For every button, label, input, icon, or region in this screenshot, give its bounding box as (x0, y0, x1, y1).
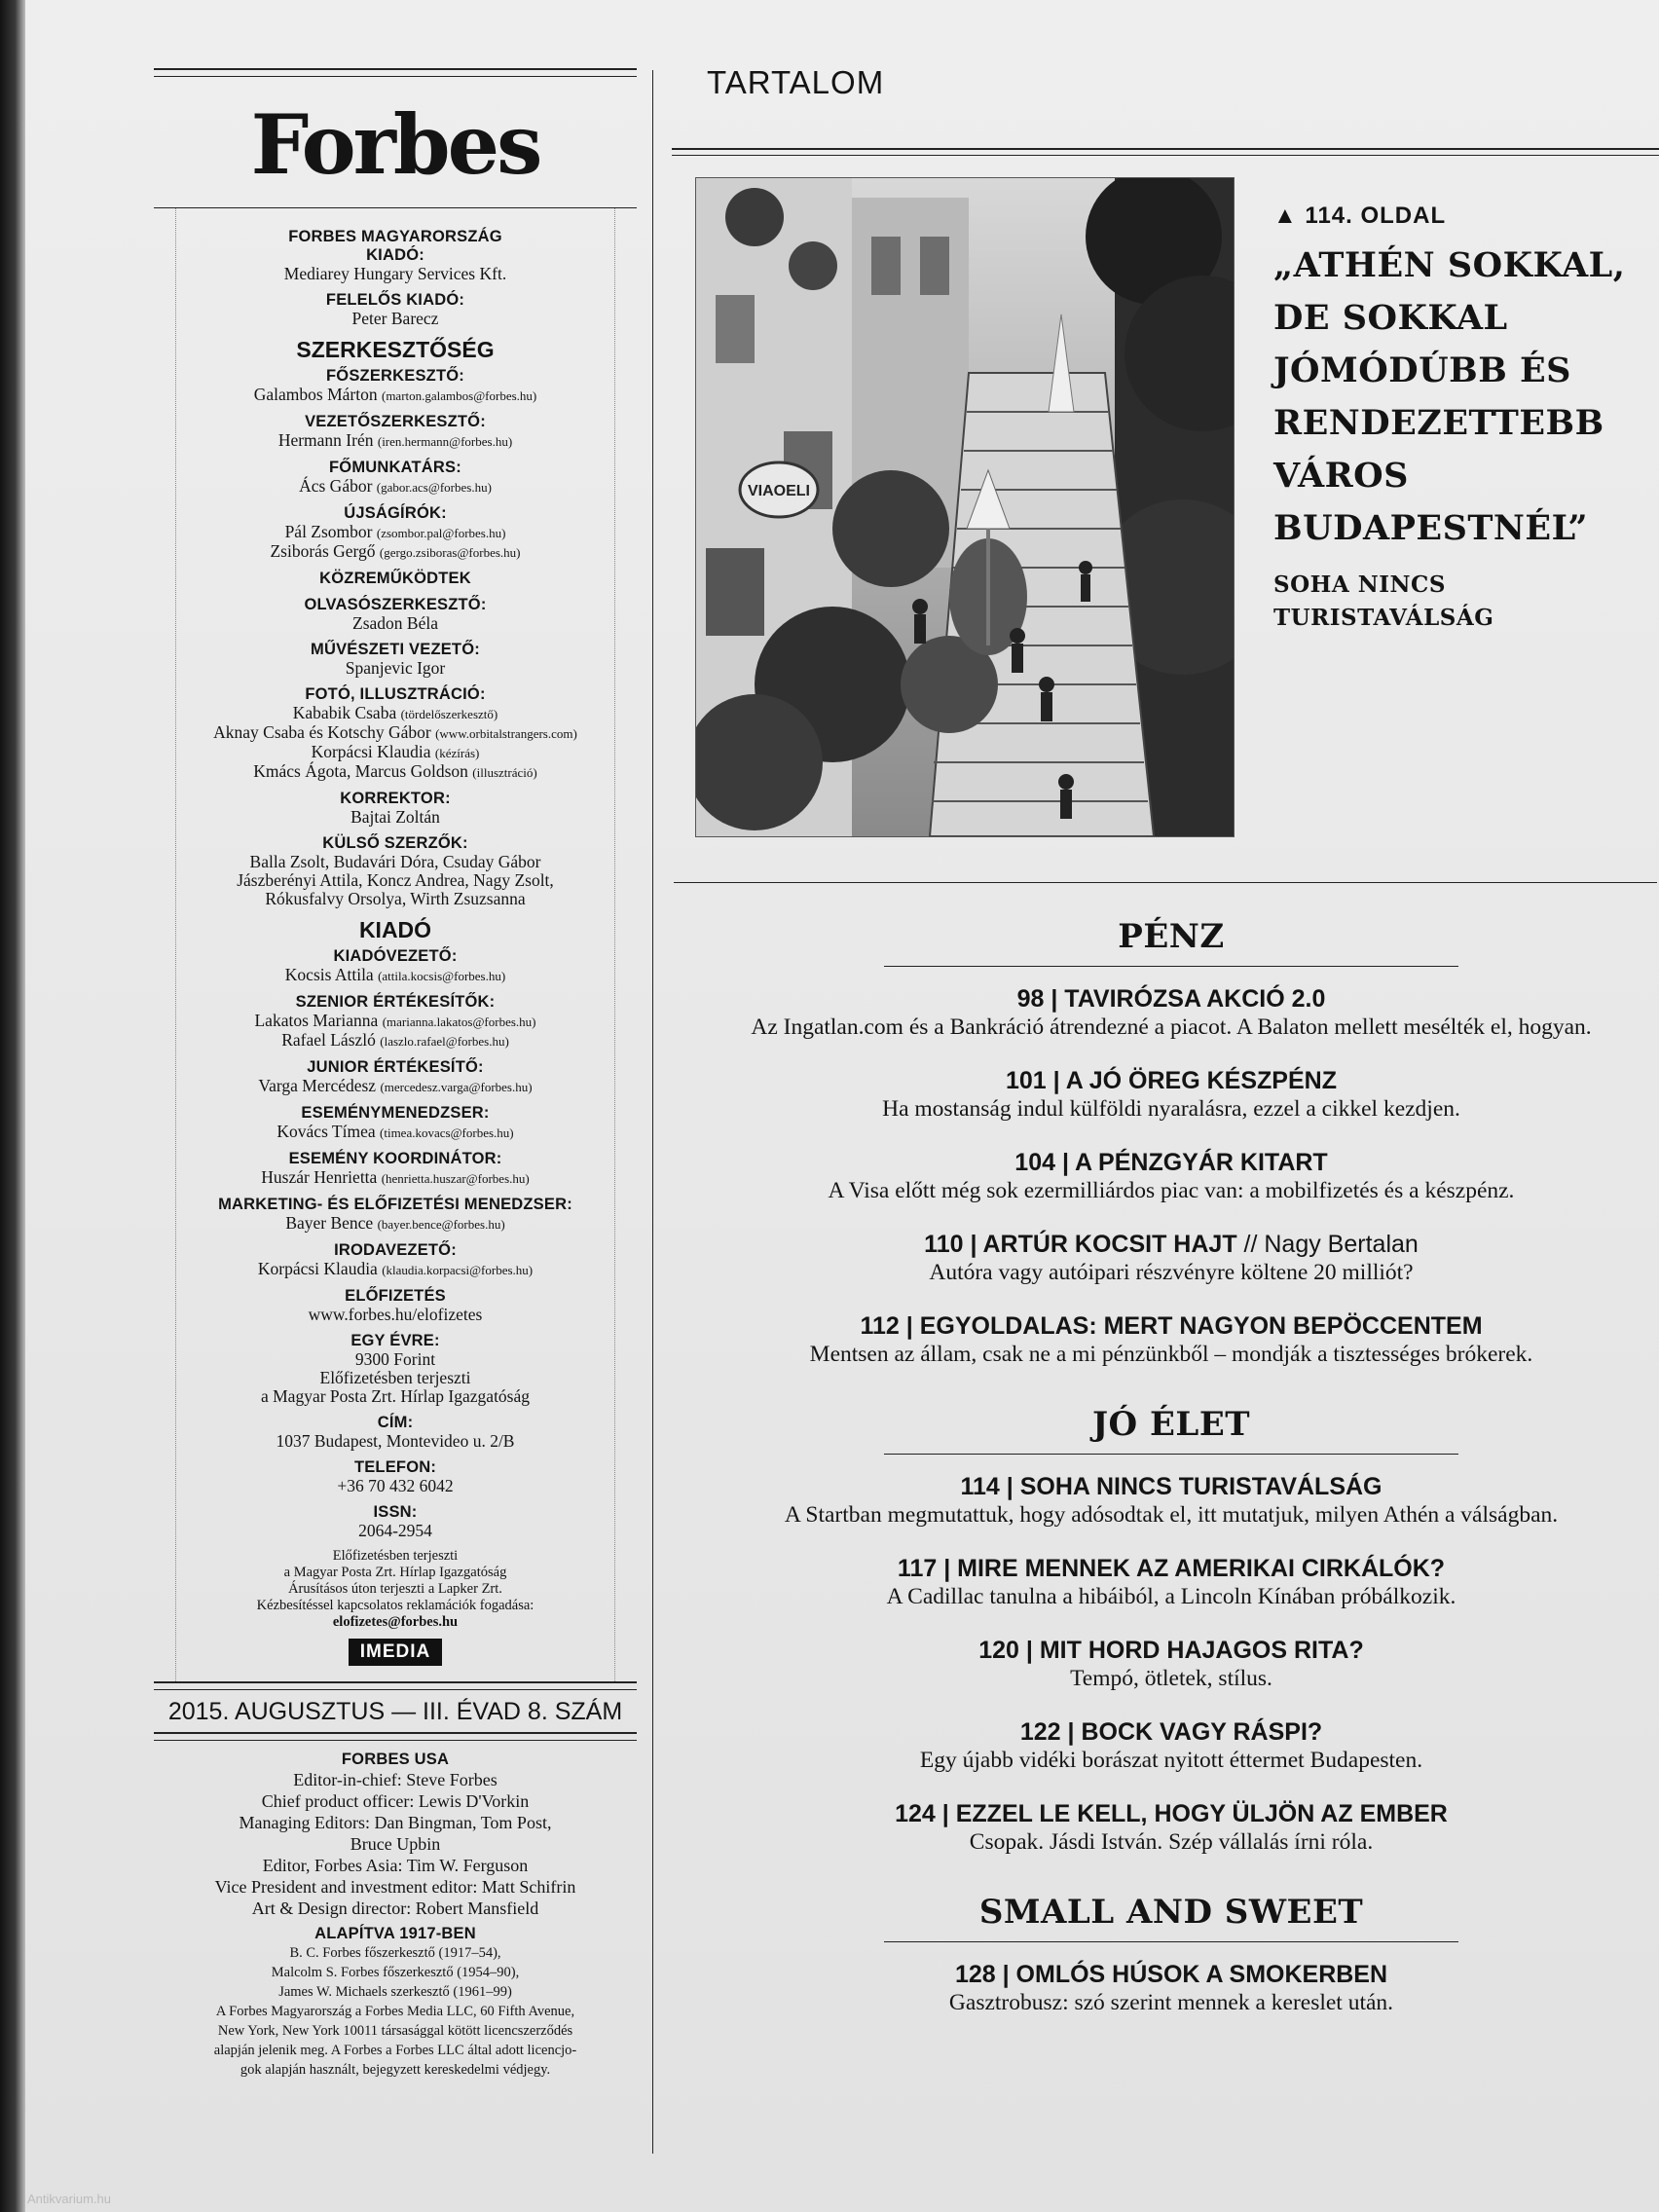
entry-separator: | (1044, 985, 1065, 1013)
distribution-notice (176, 1548, 614, 1631)
role-line (176, 1012, 614, 1031)
entry-title-line (687, 1799, 1655, 1828)
person-name: Galambos Márton (253, 385, 378, 404)
person-note: (kézírás) (434, 746, 480, 760)
person-name: Kababik Csaba (292, 703, 397, 722)
role-label: KORREKTOR: (340, 790, 451, 807)
toc-entry[interactable] (687, 1636, 1655, 1692)
person-name: 2064-2954 (358, 1521, 432, 1540)
role-label: ELŐFIZETÉS (345, 1287, 446, 1305)
person-name: Aknay Csaba és Kotschy Gábor (213, 722, 431, 742)
role-line (176, 1031, 614, 1051)
notice-line: Előfizetésben terjeszti (332, 1548, 459, 1564)
role-group (176, 413, 614, 451)
person-name: Balla Zsolt, Budavári Dóra, Csuday Gábor (249, 852, 541, 871)
role-line (176, 1260, 614, 1279)
usa-credit-line: Managing Editors: Dan Bingman, Tom Post, (239, 1813, 552, 1832)
role-label: ÚJSÁGÍRÓK: (344, 504, 447, 522)
forbes-logo: Forbes (250, 96, 540, 193)
felelos-name: Peter Barecz (351, 309, 439, 328)
editorial-roles (176, 367, 614, 908)
person-note: (gergo.zsiboras@forbes.hu) (379, 545, 521, 560)
founded-title: ALAPÍTVA 1917-BEN (314, 1925, 476, 1942)
role-group (176, 1503, 614, 1540)
role-line (176, 1369, 614, 1387)
person-name: Huszár Henrietta (261, 1167, 378, 1187)
role-group (176, 504, 614, 562)
role-group (176, 834, 614, 908)
watermark: Antikvarium.hu (27, 2192, 111, 2206)
person-name: 1037 Budapest, Montevideo u. 2/B (276, 1431, 515, 1451)
photo-sign-text: VIAOELI (747, 483, 811, 499)
kiado-label: KIADÓ: (366, 246, 424, 264)
entry-page-number: 122 (1019, 1718, 1061, 1746)
usa-credit-line: Editor, Forbes Asia: Tim W. Ferguson (262, 1856, 529, 1875)
person-name: Korpácsi Klaudia (311, 742, 431, 761)
role-label: CÍM: (377, 1414, 414, 1431)
role-line (176, 1214, 614, 1234)
photo-illustration (696, 178, 1234, 836)
toc-entry[interactable] (687, 1799, 1655, 1856)
person-name: +36 70 432 6042 (337, 1476, 454, 1495)
toc-entry[interactable] (687, 1230, 1655, 1286)
entry-description: Ha mostanság indul külföldi nyaralásra, ezzel a cikkel kezdjen. (882, 1096, 1460, 1122)
entry-separator: | (1060, 1718, 1082, 1746)
person-note: (marton.galambos@forbes.hu) (381, 388, 537, 403)
issue-bottom-rule (154, 1732, 637, 1741)
toc-entry[interactable] (687, 1554, 1655, 1610)
usa-credit-line: Chief product officer: Lewis D'Vorkin (261, 1791, 530, 1811)
person-note: (henrietta.huszar@forbes.hu) (381, 1171, 530, 1186)
toc-entry[interactable] (687, 1066, 1655, 1123)
role-line (176, 1350, 614, 1369)
toc-entry[interactable] (687, 1960, 1655, 2016)
toc-section (687, 905, 1655, 1368)
imedia-logo: IMEDIA (349, 1639, 443, 1666)
role-label: ESEMÉNYMENEDZSER: (301, 1104, 490, 1122)
table-of-contents (687, 905, 1655, 2042)
kiado-heading: KIADÓ (358, 917, 432, 942)
role-line (176, 762, 614, 782)
role-line (176, 808, 614, 827)
entry-page-number: 101 (1006, 1067, 1047, 1094)
role-line (176, 704, 614, 723)
person-name: Bajtai Zoltán (350, 807, 440, 827)
usa-credit-line: Editor-in-chief: Steve Forbes (293, 1770, 498, 1789)
role-group (176, 993, 614, 1051)
person-name: www.forbes.hu/elofizetes (308, 1305, 483, 1324)
role-line (176, 614, 614, 633)
entry-page-number: 104 (1014, 1149, 1056, 1176)
toc-section (687, 1881, 1655, 2016)
person-note: (www.orbitalstrangers.com) (435, 726, 577, 741)
entry-title-line (687, 1066, 1655, 1095)
role-line (176, 477, 614, 497)
role-line (176, 1077, 614, 1096)
person-name: Hermann Irén (277, 430, 374, 450)
toc-entry[interactable] (687, 1717, 1655, 1774)
role-line (176, 1306, 614, 1324)
entry-page-number: 128 (954, 1961, 996, 1988)
magazine-page (25, 0, 1659, 2212)
person-note: (tördelőszerkesztő) (400, 707, 498, 721)
role-line (176, 659, 614, 678)
entry-title-line (687, 984, 1655, 1014)
person-name: Kmács Ágota, Marcus Goldson (253, 761, 468, 781)
toc-mid-rule (674, 882, 1657, 883)
role-group (176, 570, 614, 588)
entry-title-line (687, 1311, 1655, 1341)
entry-description: Csopak. Jásdi István. Szép vállalás írni róla. (969, 1829, 1374, 1855)
person-note: (marianna.lakatos@forbes.hu) (382, 1014, 536, 1029)
role-group (176, 596, 614, 633)
role-label: IRODAVEZETŐ: (334, 1241, 457, 1259)
usa-credit-line: Vice President and investment editor: Matt Schifrin (214, 1877, 576, 1897)
toc-entry[interactable] (687, 1472, 1655, 1529)
entry-description: Mentsen az állam, csak ne a mi pénzünkből – mondják a tisztességes brókerek. (809, 1342, 1533, 1367)
entry-separator: | (899, 1312, 920, 1340)
person-name: a Magyar Posta Zrt. Hírlap Igazgatóság (260, 1386, 531, 1406)
role-group (176, 1414, 614, 1451)
kiado-name: Mediarey Hungary Services Kft. (283, 264, 507, 283)
person-name: Kovács Tímea (276, 1122, 376, 1141)
usa-title: FORBES USA (341, 1751, 450, 1768)
masthead-column (154, 68, 637, 2080)
entry-title-line (687, 1472, 1655, 1501)
featured-story[interactable] (1273, 203, 1653, 635)
entry-title: A PÉNZGYÁR KITART (1074, 1149, 1328, 1176)
masthead-top-rule (154, 68, 637, 77)
role-label: VEZETŐSZERKESZTŐ: (305, 413, 486, 430)
role-group (176, 790, 614, 827)
role-group (176, 1196, 614, 1234)
usa-credit-line: Bruce Upbin (350, 1834, 441, 1854)
magazine-spine (0, 0, 25, 2212)
toc-header: TARTALOM (707, 64, 885, 100)
role-line (176, 890, 614, 908)
issue-top-rule (154, 1681, 637, 1690)
role-line (176, 871, 614, 890)
role-line (176, 1432, 614, 1451)
person-note: (klaudia.korpacsi@forbes.hu) (382, 1263, 534, 1277)
felelos-label: FELELŐS KIADÓ: (325, 291, 465, 309)
role-line (176, 853, 614, 871)
person-name: Rókusfalvy Orsolya, Wirth Zsuzsanna (265, 889, 526, 908)
publisher-roles (176, 947, 614, 1540)
role-group (176, 1332, 614, 1406)
person-name: Bayer Bence (285, 1213, 374, 1233)
entry-title: A JÓ ÖREG KÉSZPÉNZ (1065, 1067, 1337, 1094)
entry-page-number: 117 (897, 1555, 938, 1582)
entry-description: A Visa előtt még sok ezermilliárdos piac van: a mobilfizetés és a készpénz. (828, 1178, 1515, 1203)
toc-entry[interactable] (687, 1311, 1655, 1368)
entry-description: A Startban megmutattuk, hogy adósodtak el, itt mutatjuk, milyen Athén a válságban. (784, 1502, 1559, 1528)
role-group (176, 459, 614, 497)
person-name: Jászberényi Attila, Koncz Andrea, Nagy Zsolt, (237, 870, 554, 890)
role-group (176, 1150, 614, 1188)
entry-page-number: 110 (924, 1231, 964, 1258)
person-note: (mercedesz.varga@forbes.hu) (380, 1080, 533, 1094)
toc-section (687, 1393, 1655, 1856)
person-note: (illusztráció) (472, 765, 537, 780)
entry-separator: | (937, 1555, 958, 1582)
usa-lines (175, 1769, 615, 1919)
person-note: (gabor.acs@forbes.hu) (376, 480, 492, 495)
column-divider (652, 70, 653, 2154)
role-line (176, 386, 614, 405)
founded-line: Malcolm S. Forbes főszerkesztő (1954–90), (271, 1965, 520, 1980)
role-line (176, 1168, 614, 1188)
entry-description: Autóra vagy autóipari részvényre költene 20 milliót? (929, 1260, 1414, 1285)
founded-line: alapján jelenik meg. A Forbes a Forbes LLC által adott licencjo- (213, 2043, 577, 2058)
role-line (176, 431, 614, 451)
role-group (176, 1287, 614, 1324)
role-label: MŰVÉSZETI VEZETŐ: (311, 641, 480, 658)
edition-label: FORBES MAGYARORSZÁG (288, 228, 502, 245)
person-name: Zsadon Béla (352, 613, 438, 633)
entry-title: SOHA NINCS TURISTAVÁLSÁG (1019, 1473, 1382, 1500)
entry-title: ARTÚR KOCSIT HAJT (982, 1231, 1237, 1258)
entry-title-line (687, 1717, 1655, 1747)
person-note: (zsombor.pal@forbes.hu) (376, 526, 506, 540)
usa-credit-line: Art & Design director: Robert Mansfield (251, 1899, 539, 1918)
role-label: ISSN: (373, 1503, 418, 1521)
person-name: Zsiborás Gergő (270, 541, 376, 561)
founded-line: A Forbes Magyarország a Forbes Media LLC, 60 Fifth Avenue, (215, 2004, 575, 2019)
entry-page-number: 120 (978, 1637, 1019, 1664)
role-label: KÖZREMŰKÖDTEK (319, 570, 471, 587)
person-name: Ács Gábor (299, 476, 373, 496)
entry-separator: | (1055, 1149, 1075, 1176)
person-name: Rafael László (281, 1030, 376, 1050)
role-label: KIADÓVEZETŐ: (333, 947, 458, 965)
entry-description: Gasztrobusz: szó szerint mennek a kereslet után. (948, 1990, 1394, 2015)
entry-separator: | (963, 1231, 983, 1258)
notice-line: Kézbesítéssel kapcsolatos reklamációk fogadása: (256, 1598, 535, 1613)
triangle-icon: ▲ (1273, 203, 1306, 229)
entry-separator: | (1018, 1637, 1040, 1664)
entry-separator: | (995, 1961, 1016, 1988)
person-name: Varga Mercédesz (258, 1076, 377, 1095)
toc-top-rule (672, 148, 1659, 156)
entry-title: EGYOLDALAS: MERT NAGYON BEPÖCCENTEM (919, 1312, 1483, 1340)
entry-page-number: 114 (960, 1473, 1000, 1500)
person-name: Korpácsi Klaudia (257, 1259, 378, 1278)
entry-description: Az Ingatlan.com és a Bankráció átrendezné a piacot. A Balaton mellett mesélték el, hogyan. (751, 1014, 1592, 1040)
role-group (176, 685, 614, 782)
feature-page-ref (1273, 203, 1653, 230)
role-group (176, 1241, 614, 1279)
role-line (176, 1477, 614, 1495)
entry-separator: | (935, 1800, 956, 1827)
founded-line: gok alapján használt, bejegyzett kereskedelmi védjegy. (240, 2062, 551, 2078)
role-label: OLVASÓSZERKESZTŐ: (304, 596, 487, 613)
person-note: (iren.hermann@forbes.hu) (377, 434, 513, 449)
section-heading: JÓ ÉLET (884, 1393, 1458, 1455)
entry-description: A Cadillac tanulna a hibáiból, a Lincoln Kínában próbálkozik. (886, 1584, 1456, 1609)
notice-line: elofizetes@forbes.hu (332, 1614, 459, 1630)
person-name: Lakatos Marianna (254, 1011, 379, 1030)
entry-separator: | (1046, 1067, 1066, 1094)
role-label: FOTÓ, ILLUSZTRÁCIÓ: (305, 685, 486, 703)
entry-title: BOCK VAGY RÁSPI? (1081, 1718, 1323, 1746)
role-group (176, 367, 614, 405)
person-name: Spanjevic Igor (345, 658, 446, 678)
entry-description: Egy újabb vidéki borászat nyitott éttermet Budapesten. (919, 1748, 1423, 1773)
feature-kicker: SOHA NINCS TURISTAVÁLSÁG (1273, 571, 1494, 631)
founded-line: B. C. Forbes főszerkesztő (1917–54), (289, 1945, 501, 1961)
founded-line: New York, New York 10011 társasággal kötött licencszerződés (217, 2023, 573, 2039)
entry-title: EZZEL LE KELL, HOGY ÜLJÖN AZ EMBER (955, 1800, 1448, 1827)
role-label: SZENIOR ÉRTÉKESÍTŐK: (295, 993, 496, 1011)
role-line (176, 1123, 614, 1142)
role-group (176, 641, 614, 678)
szerkesztoseg-heading: SZERKESZTŐSÉG (296, 337, 495, 362)
entry-title-line (687, 1636, 1655, 1665)
role-label: MARKETING- ÉS ELŐFIZETÉSI MENEDZSER: (218, 1196, 572, 1213)
notice-line: Árusításos úton terjeszti a Lapker Zrt. (288, 1581, 502, 1597)
entry-title-line (687, 1554, 1655, 1583)
role-label: ESEMÉNY KOORDINÁTOR: (288, 1150, 502, 1167)
entry-title: OMLÓS HÚSOK A SMOKERBEN (1015, 1961, 1388, 1988)
entry-description: Tempó, ötletek, stílus. (1070, 1666, 1272, 1691)
person-name: Előfizetésben terjeszti (319, 1368, 471, 1387)
entry-title: TAVIRÓZSA AKCIÓ 2.0 (1064, 985, 1326, 1013)
role-group (176, 947, 614, 985)
section-heading: PÉNZ (884, 905, 1458, 967)
entry-author: // Nagy Bertalan (1236, 1231, 1419, 1258)
person-note: (attila.kocsis@forbes.hu) (378, 969, 506, 983)
role-label: FŐSZERKESZTŐ: (326, 367, 464, 385)
forbes-usa-credits (175, 1741, 615, 2080)
entry-page-number: 124 (895, 1800, 936, 1827)
founded-lines (175, 1943, 615, 2080)
toc-entry[interactable] (687, 984, 1655, 1041)
role-line (176, 542, 614, 562)
person-name: Pál Zsombor (284, 522, 373, 541)
role-line (176, 1387, 614, 1406)
athens-street-photo (695, 177, 1235, 837)
entry-title-line (687, 1148, 1655, 1177)
role-group (176, 1458, 614, 1495)
entry-title-line (687, 1230, 1655, 1259)
masthead-credits (175, 208, 615, 1681)
entry-title-line (687, 1960, 1655, 1989)
toc-entry[interactable] (687, 1148, 1655, 1204)
entry-separator: | (999, 1473, 1020, 1500)
feature-quote: „ATHÉN SOKKAL, DE SOKKAL JÓMÓDÚBB ÉS RENDEZETTEBB VÁROS BUDAPESTNÉL” (1273, 245, 1626, 548)
role-group (176, 1104, 614, 1142)
person-note: (laszlo.rafael@forbes.hu) (380, 1034, 509, 1049)
role-line (176, 966, 614, 985)
entry-page-number: 98 (1016, 985, 1045, 1013)
role-label: TELEFON: (353, 1458, 437, 1476)
person-note: (timea.kovacs@forbes.hu) (380, 1125, 514, 1140)
role-line (176, 723, 614, 743)
founded-line: James W. Michaels szerkesztő (1961–99) (278, 1984, 512, 2000)
entry-page-number: 112 (860, 1312, 900, 1340)
entry-title: MIRE MENNEK AZ AMERIKAI CIRKÁLÓK? (957, 1555, 1446, 1582)
entry-title: MIT HORD HAJAGOS RITA? (1039, 1637, 1364, 1664)
role-line (176, 743, 614, 762)
notice-line: a Magyar Posta Zrt. Hírlap Igazgatóság (283, 1565, 507, 1580)
issue-line: 2015. AUGUSZTUS — III. ÉVAD 8. SZÁM (167, 1698, 623, 1725)
person-name: Kocsis Attila (284, 965, 374, 984)
role-label: FŐMUNKATÁRS: (329, 459, 461, 476)
section-heading: SMALL AND SWEET (884, 1881, 1458, 1942)
role-line (176, 1522, 614, 1540)
person-note: (bayer.bence@forbes.hu) (377, 1217, 505, 1232)
role-line (176, 523, 614, 542)
role-label: KÜLSŐ SZERZŐK: (322, 834, 468, 852)
role-group (176, 1058, 614, 1096)
person-name: 9300 Forint (354, 1349, 436, 1369)
feature-page-ref-text: 114. OLDAL (1305, 203, 1447, 229)
role-label: JUNIOR ÉRTÉKESÍTŐ: (307, 1058, 484, 1076)
role-label: EGY ÉVRE: (350, 1332, 440, 1349)
